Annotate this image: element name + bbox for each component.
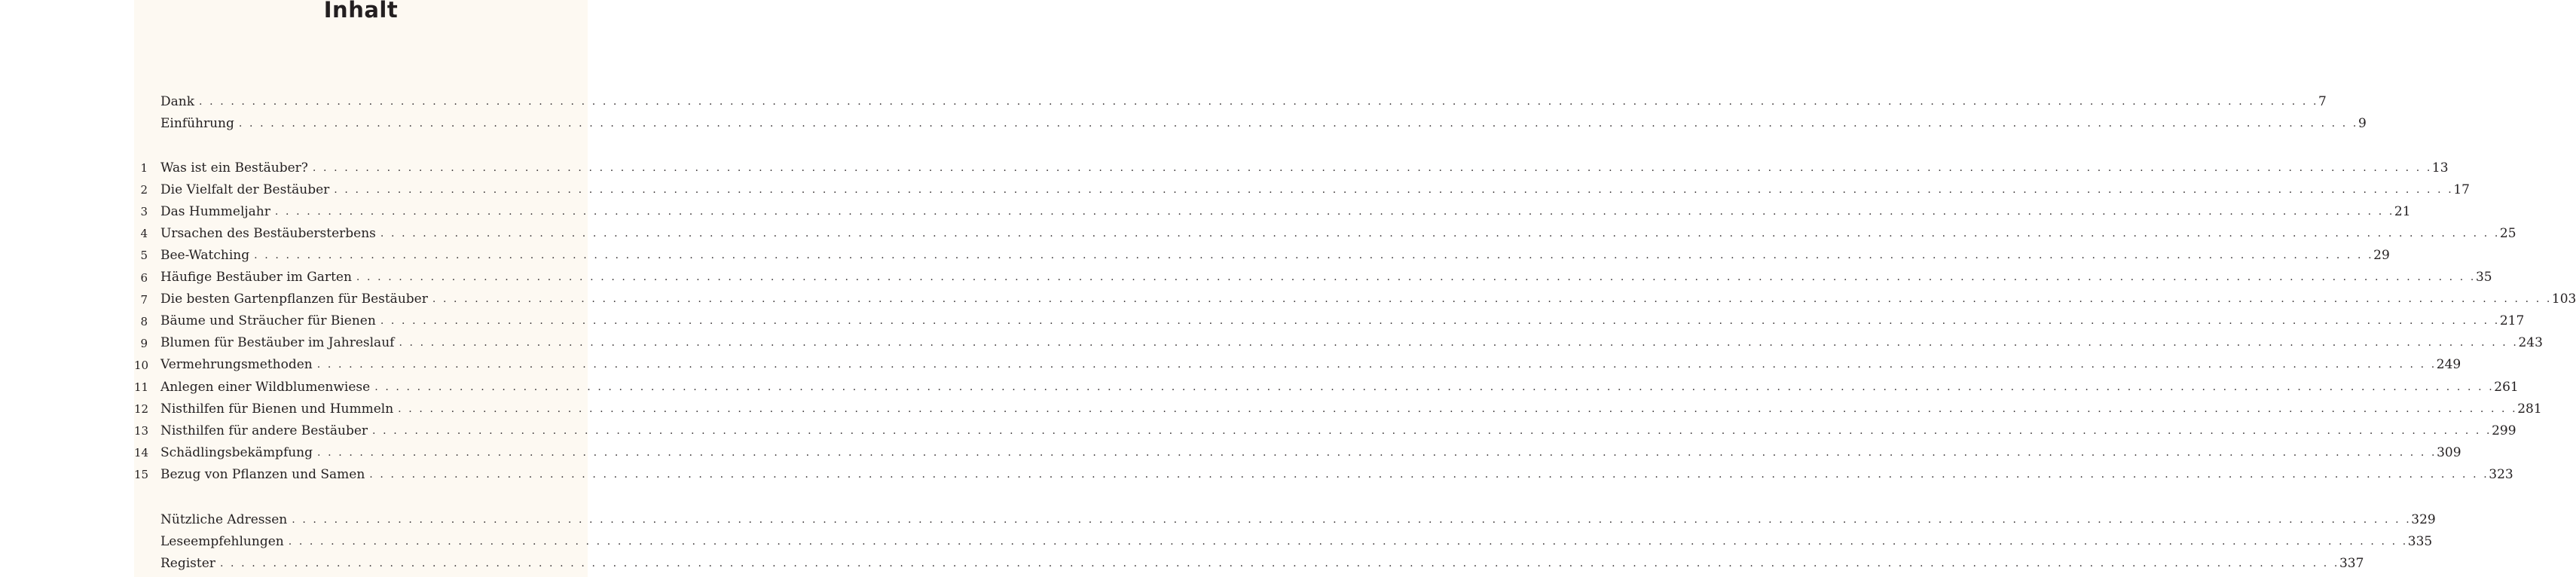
toc-page-number: 329 — [2411, 511, 2436, 527]
toc-entry — [160, 441, 2461, 463]
toc-row — [134, 244, 2390, 266]
toc-page-number: 337 — [2339, 555, 2364, 571]
dot-leader: . . . . . . . . . . . . . . . . . . . . . . . . . . . . . . . . . . . . . . . . . . . . . . . . . . . . . . . . . . . . . . . . . . . . . . . . . . . . . . . . . . . . . . . . . . . . . . . . . . . . . . . . . . . . . . . . . . . . . . . . . . . . . . . . . . . . . . . . . . . . . . . . . . . . . . . . . . . . . . . . . . . . . . . . . . . . . . . . . . . . . . . . . . . . . . . . . . . . . . . . — [312, 161, 2432, 174]
toc-entry — [160, 463, 2513, 485]
dot-leader: . . . . . . . . . . . . . . . . . . . . . . . . . . . . . . . . . . . . . . . . . . . . . . . . . . . . . . . . . . . . . . . . . . . . . . . . . . . . . . . . . . . . . . . . . . . . . . . . . . . . . . . . . . . . . . . . . . . . . . . . . . . . . . . . . . . . . . . . . . . . . . . . . . . . . . . . . . . . . . . . . . . . . . . . . . . . . . . . . . . . . . . . . . . . . . . . . . . . . . . . — [292, 513, 2412, 526]
toc-entry-title: Dank — [160, 94, 199, 109]
chapter-number: 9 — [140, 336, 148, 350]
dot-leader: . . . . . . . . . . . . . . . . . . . . . . . . . . . . . . . . . . . . . . . . . . . . . . . . . . . . . . . . . . . . . . . . . . . . . . . . . . . . . . . . . . . . . . . . . . . . . . . . . . . . . . . . . . . . . . . . . . . . . . . . . . . . . . . . . . . . . . . . . . . . . . . . . . . . . . . . . . . . . . . . . . . . . . . . . . . . . . . . . . . . . . . . . . . . . . . . . . . . . . . . — [369, 468, 2489, 481]
toc-entry-title: Blumen für Bestäuber im Jahreslauf — [160, 335, 399, 350]
toc-entry — [160, 420, 2516, 441]
toc-page-number: 35 — [2475, 270, 2492, 285]
toc-page-number: 249 — [2436, 357, 2461, 373]
toc-entry — [160, 222, 2516, 244]
toc-entry — [160, 157, 2449, 179]
dot-leader: . . . . . . . . . . . . . . . . . . . . . . . . . . . . . . . . . . . . . . . . . . . . . . . . . . . . . . . . . . . . . . . . . . . . . . . . . . . . . . . . . . . . . . . . . . . . . . . . . . . . . . . . . . . . . . . . . . . . . . . . . . . . . . . . . . . . . . . . . . . . . . . . . . . . . . . . . . . . . . . . . . . . . . . . . . . . . . . . . . . . . . . . . . . . . . . . . . . . . . . . — [219, 557, 2339, 569]
chapter-number: 14 — [134, 446, 149, 460]
dot-leader: . . . . . . . . . . . . . . . . . . . . . . . . . . . . . . . . . . . . . . . . . . . . . . . . . . . . . . . . . . . . . . . . . . . . . . . . . . . . . . . . . . . . . . . . . . . . . . . . . . . . . . . . . . . . . . . . . . . . . . . . . . . . . . . . . . . . . . . . . . . . . . . . . . . . . . . . . . . . . . . . . . . . . . . . . . . . . . . . . . . . . . . . . . . . . . . . . . . . . . . . — [238, 117, 2358, 130]
toc-row — [134, 441, 2461, 463]
dot-leader: . . . . . . . . . . . . . . . . . . . . . . . . . . . . . . . . . . . . . . . . . . . . . . . . . . . . . . . . . . . . . . . . . . . . . . . . . . . . . . . . . . . . . . . . . . . . . . . . . . . . . . . . . . . . . . . . . . . . . . . . . . . . . . . . . . . . . . . . . . . . . . . . . . . . . . . . . . . . . . . . . . . . . . . . . . . . . . . . . . . . . . . . . . . . . . . . . . . . . . . . — [254, 249, 2374, 261]
chapter-number: 5 — [140, 249, 148, 263]
toc-row — [134, 463, 2513, 485]
toc-page-number: 299 — [2492, 423, 2516, 438]
toc-page-number: 217 — [2499, 313, 2525, 329]
toc-entry-title: Ursachen des Bestäubersterbens — [160, 226, 380, 241]
toc-entry-title: Nisthilfen für Bienen und Hummeln — [160, 401, 398, 417]
toc-row — [134, 398, 2542, 420]
toc-entry — [160, 332, 2543, 354]
toc-page-number: 13 — [2431, 160, 2449, 176]
toc-row — [134, 508, 2436, 530]
toc-entry-title: Die Vielfalt der Bestäuber — [160, 182, 334, 197]
toc-entry — [160, 310, 2525, 332]
toc-row — [134, 267, 2492, 288]
toc-entry — [160, 200, 2411, 222]
dot-leader: . . . . . . . . . . . . . . . . . . . . . . . . . . . . . . . . . . . . . . . . . . . . . . . . . . . . . . . . . . . . . . . . . . . . . . . . . . . . . . . . . . . . . . . . . . . . . . . . . . . . . . . . . . . . . . . . . . . . . . . . . . . . . . . . . . . . . . . . . . . . . . . . . . . . . . . . . . . . . . . . . . . . . . . . . . . . . . . . . . . . . . . . . . . . . . . . . . . . . . . . — [372, 424, 2492, 437]
toc-page-number: 335 — [2407, 533, 2433, 549]
toc-entry-title: Nisthilfen für andere Bestäuber — [160, 423, 372, 438]
dot-leader: . . . . . . . . . . . . . . . . . . . . . . . . . . . . . . . . . . . . . . . . . . . . . . . . . . . . . . . . . . . . . . . . . . . . . . . . . . . . . . . . . . . . . . . . . . . . . . . . . . . . . . . . . . . . . . . . . . . . . . . . . . . . . . . . . . . . . . . . . . . . . . . . . . . . . . . . . . . . . . . . . . . . . . . . . . . . . . . . . . . . . . . . . . . . . . . . . . . . . . . . — [274, 205, 2394, 218]
toc-row — [134, 222, 2516, 244]
toc-row — [134, 200, 2411, 222]
chapter-number: 1 — [140, 161, 148, 175]
toc-entry — [160, 508, 2436, 530]
chapter-number: 4 — [140, 227, 148, 241]
toc-page-number: 103 — [2551, 292, 2576, 307]
dot-leader: . . . . . . . . . . . . . . . . . . . . . . . . . . . . . . . . . . . . . . . . . . . . . . . . . . . . . . . . . . . . . . . . . . . . . . . . . . . . . . . . . . . . . . . . . . . . . . . . . . . . . . . . . . . . . . . . . . . . . . . . . . . . . . . . . . . . . . . . . . . . . . . . . . . . . . . . . . . . . . . . . . . . . . . . . . . . . . . . . . . . . . . . . . . . . . . . . . . . . . . . — [380, 315, 2500, 328]
toc-entry — [160, 376, 2519, 398]
toc-page-number: 29 — [2373, 247, 2390, 263]
chapter-number: 3 — [140, 205, 148, 219]
dot-leader: . . . . . . . . . . . . . . . . . . . . . . . . . . . . . . . . . . . . . . . . . . . . . . . . . . . . . . . . . . . . . . . . . . . . . . . . . . . . . . . . . . . . . . . . . . . . . . . . . . . . . . . . . . . . . . . . . . . . . . . . . . . . . . . . . . . . . . . . . . . . . . . . . . . . . . . . . . . . . . . . . . . . . . . . . . . . . . . . . . . . . . . . . . . . . . . . . . . . . . . . — [399, 337, 2519, 350]
toc-row — [134, 90, 2327, 112]
toc-entry-title: Was ist ein Bestäuber? — [160, 160, 313, 176]
toc-entry-title: Bäume und Sträucher für Bienen — [160, 313, 380, 328]
toc-row — [134, 179, 2470, 200]
toc-entry — [160, 288, 2576, 310]
toc-row — [134, 332, 2543, 354]
toc-row — [134, 420, 2516, 441]
dot-leader: . . . . . . . . . . . . . . . . . . . . . . . . . . . . . . . . . . . . . . . . . . . . . . . . . . . . . . . . . . . . . . . . . . . . . . . . . . . . . . . . . . . . . . . . . . . . . . . . . . . . . . . . . . . . . . . . . . . . . . . . . . . . . . . . . . . . . . . . . . . . . . . . . . . . . . . . . . . . . . . . . . . . . . . . . . . . . . . . . . . . . . . . . . . . . . . . . . . . . . . . — [288, 535, 2408, 548]
chapter-number: 6 — [140, 270, 148, 285]
dot-leader: . . . . . . . . . . . . . . . . . . . . . . . . . . . . . . . . . . . . . . . . . . . . . . . . . . . . . . . . . . . . . . . . . . . . . . . . . . . . . . . . . . . . . . . . . . . . . . . . . . . . . . . . . . . . . . . . . . . . . . . . . . . . . . . . . . . . . . . . . . . . . . . . . . . . . . . . . . . . . . . . . . . . . . . . . . . . . . . . . . . . . . . . . . . . . . . . . . . . . . . . — [374, 380, 2495, 393]
toc-entry — [160, 267, 2492, 288]
toc-row — [134, 354, 2461, 376]
toc-row — [134, 157, 2449, 179]
toc-row — [134, 552, 2364, 574]
toc-entry — [160, 90, 2327, 112]
toc-entry-title: Die besten Gartenpflanzen für Bestäuber — [160, 292, 432, 307]
toc-entry — [160, 552, 2364, 574]
dot-leader: . . . . . . . . . . . . . . . . . . . . . . . . . . . . . . . . . . . . . . . . . . . . . . . . . . . . . . . . . . . . . . . . . . . . . . . . . . . . . . . . . . . . . . . . . . . . . . . . . . . . . . . . . . . . . . . . . . . . . . . . . . . . . . . . . . . . . . . . . . . . . . . . . . . . . . . . . . . . . . . . . . . . . . . . . . . . . . . . . . . . . . . . . . . . . . . . . . . . . . . . — [199, 95, 2319, 108]
chapter-number: 2 — [140, 183, 148, 197]
toc-entry-title: Anlegen einer Wildblumenwiese — [160, 380, 374, 395]
chapter-number: 10 — [134, 358, 149, 372]
toc-row — [134, 530, 2433, 552]
toc-row — [134, 112, 2367, 134]
toc-entry-title: Einführung — [160, 116, 239, 131]
dot-leader: . . . . . . . . . . . . . . . . . . . . . . . . . . . . . . . . . . . . . . . . . . . . . . . . . . . . . . . . . . . . . . . . . . . . . . . . . . . . . . . . . . . . . . . . . . . . . . . . . . . . . . . . . . . . . . . . . . . . . . . . . . . . . . . . . . . . . . . . . . . . . . . . . . . . . . . . . . . . . . . . . . . . . . . . . . . . . . . . . . . . . . . . . . . . . . . . . . . . . . . . — [432, 293, 2552, 306]
toc-page-number: 7 — [2318, 93, 2327, 109]
toc-entry-title: Nützliche Adressen — [160, 512, 292, 527]
toc-page-number: 261 — [2494, 379, 2519, 395]
dot-leader: . . . . . . . . . . . . . . . . . . . . . . . . . . . . . . . . . . . . . . . . . . . . . . . . . . . . . . . . . . . . . . . . . . . . . . . . . . . . . . . . . . . . . . . . . . . . . . . . . . . . . . . . . . . . . . . . . . . . . . . . . . . . . . . . . . . . . . . . . . . . . . . . . . . . . . . . . . . . . . . . . . . . . . . . . . . . . . . . . . . . . . . . . . . . . . . . . . . . . . . . — [356, 271, 2476, 283]
toc-entry-title: Bee-Watching — [160, 248, 254, 263]
dot-leader: . . . . . . . . . . . . . . . . . . . . . . . . . . . . . . . . . . . . . . . . . . . . . . . . . . . . . . . . . . . . . . . . . . . . . . . . . . . . . . . . . . . . . . . . . . . . . . . . . . . . . . . . . . . . . . . . . . . . . . . . . . . . . . . . . . . . . . . . . . . . . . . . . . . . . . . . . . . . . . . . . . . . . . . . . . . . . . . . . . . . . . . . . . . . . . . . . . . . . . . . — [317, 446, 2437, 459]
toc-page-number: 281 — [2517, 401, 2542, 417]
chapter-number: 13 — [134, 424, 149, 438]
toc-entry — [160, 112, 2367, 134]
toc-entry — [160, 179, 2470, 200]
chapter-number: 12 — [134, 402, 149, 417]
toc-page-number: 25 — [2499, 225, 2516, 241]
toc-entry — [160, 244, 2390, 266]
toc-page-number: 17 — [2453, 182, 2470, 197]
toc-entry — [160, 398, 2542, 420]
toc-page-number: 323 — [2489, 466, 2513, 482]
toc-entry-title: Vermehrungsmethoden — [160, 357, 317, 372]
toc-entry-title: Häufige Bestäuber im Garten — [160, 270, 356, 285]
toc-row — [134, 376, 2519, 398]
page-title: Inhalt — [323, 0, 399, 23]
toc-row — [134, 288, 2576, 310]
toc-entry-title: Schädlingsbekämpfung — [160, 445, 317, 460]
toc-entry-title: Leseempfehlungen — [160, 534, 289, 549]
chapter-number: 15 — [134, 468, 149, 482]
dot-leader: . . . . . . . . . . . . . . . . . . . . . . . . . . . . . . . . . . . . . . . . . . . . . . . . . . . . . . . . . . . . . . . . . . . . . . . . . . . . . . . . . . . . . . . . . . . . . . . . . . . . . . . . . . . . . . . . . . . . . . . . . . . . . . . . . . . . . . . . . . . . . . . . . . . . . . . . . . . . . . . . . . . . . . . . . . . . . . . . . . . . . . . . . . . . . . . . . . . . . . . . — [398, 402, 2518, 415]
toc-page-number: 309 — [2437, 444, 2461, 460]
toc-entry-title: Bezug von Pflanzen und Samen — [160, 467, 369, 482]
chapter-number: 11 — [134, 380, 149, 394]
toc-entry — [160, 530, 2433, 552]
toc-row — [134, 310, 2525, 332]
toc-entry-title: Das Hummeljahr — [160, 204, 275, 219]
dot-leader: . . . . . . . . . . . . . . . . . . . . . . . . . . . . . . . . . . . . . . . . . . . . . . . . . . . . . . . . . . . . . . . . . . . . . . . . . . . . . . . . . . . . . . . . . . . . . . . . . . . . . . . . . . . . . . . . . . . . . . . . . . . . . . . . . . . . . . . . . . . . . . . . . . . . . . . . . . . . . . . . . . . . . . . . . . . . . . . . . . . . . . . . . . . . . . . . . . . . . . . . — [316, 359, 2437, 371]
toc-page-number: 21 — [2394, 203, 2411, 219]
toc-page-number: 9 — [2358, 115, 2367, 131]
dot-leader: . . . . . . . . . . . . . . . . . . . . . . . . . . . . . . . . . . . . . . . . . . . . . . . . . . . . . . . . . . . . . . . . . . . . . . . . . . . . . . . . . . . . . . . . . . . . . . . . . . . . . . . . . . . . . . . . . . . . . . . . . . . . . . . . . . . . . . . . . . . . . . . . . . . . . . . . . . . . . . . . . . . . . . . . . . . . . . . . . . . . . . . . . . . . . . . . . . . . . . . . — [380, 227, 2500, 240]
dot-leader: . . . . . . . . . . . . . . . . . . . . . . . . . . . . . . . . . . . . . . . . . . . . . . . . . . . . . . . . . . . . . . . . . . . . . . . . . . . . . . . . . . . . . . . . . . . . . . . . . . . . . . . . . . . . . . . . . . . . . . . . . . . . . . . . . . . . . . . . . . . . . . . . . . . . . . . . . . . . . . . . . . . . . . . . . . . . . . . . . . . . . . . . . . . . . . . . . . . . . . . . — [334, 183, 2454, 196]
toc-page-number: 243 — [2518, 335, 2543, 351]
toc-entry — [160, 354, 2461, 376]
book-page — [134, 0, 2576, 577]
chapter-number: 8 — [140, 314, 148, 328]
toc-entry-title: Register — [160, 556, 220, 571]
chapter-number: 7 — [140, 292, 148, 307]
